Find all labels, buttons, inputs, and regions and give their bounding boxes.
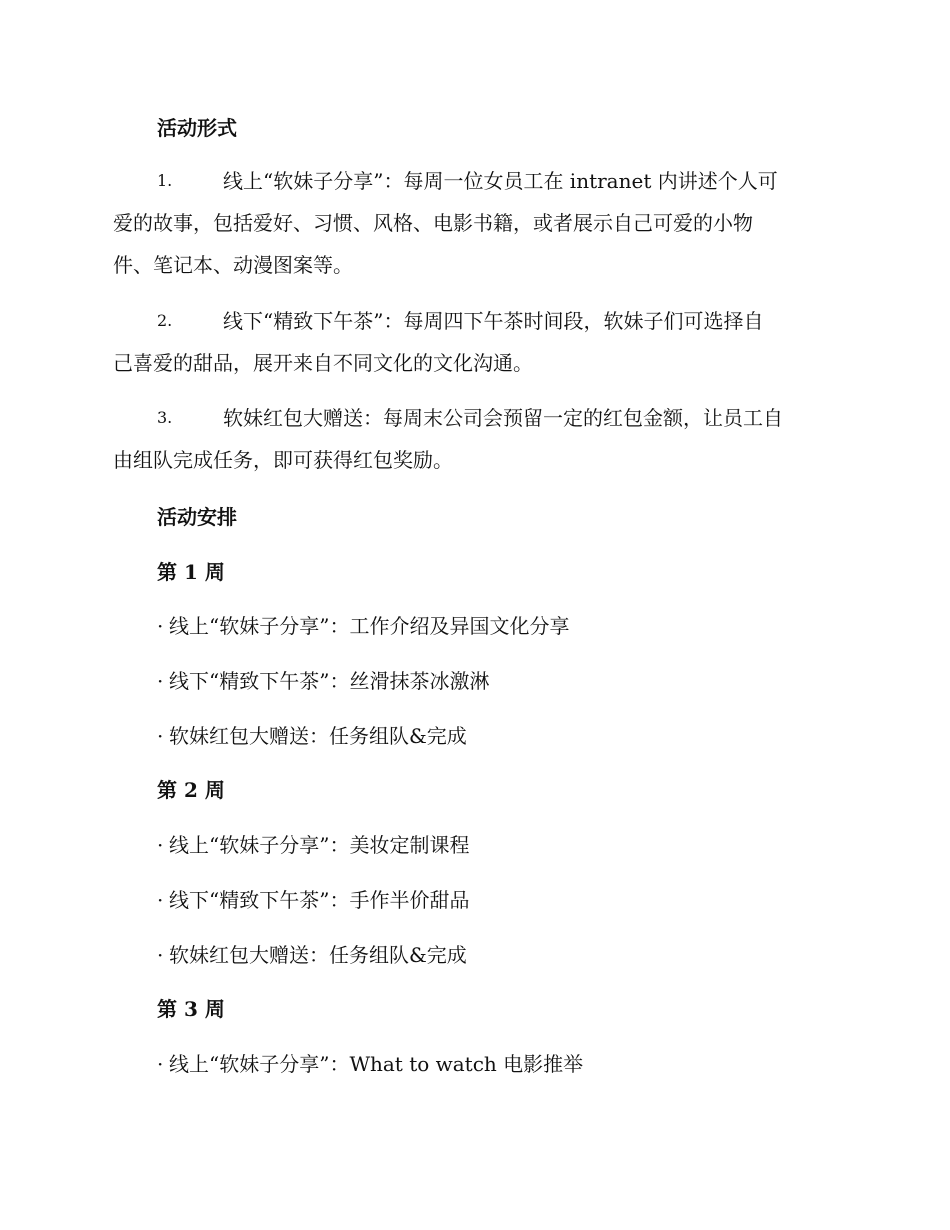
list-item-line: 软妹红包大赠送：每周末公司会预留一定的红包金额，让员工自 xyxy=(223,406,783,430)
bullet-item xyxy=(157,941,467,969)
list-item-1 xyxy=(113,160,835,286)
bullet-text: 线上“软妹子分享”：美妆定制课程 xyxy=(169,833,470,857)
list-number: 2. xyxy=(157,311,173,330)
bullet-item xyxy=(157,886,469,914)
bullet-dot: · xyxy=(157,669,164,693)
bullet-text: 线上“软妹子分享”：工作介绍及异国文化分享 xyxy=(169,614,570,638)
bullet-dot: · xyxy=(157,724,164,748)
section-title-form: 活动形式 xyxy=(157,116,237,140)
bullet-item xyxy=(157,722,467,750)
list-item-line: 线下“精致下午茶”：每周四下午茶时间段，软妹子们可选择自 xyxy=(223,309,764,333)
week-title: 第 1 周 xyxy=(157,560,225,584)
bullet-item xyxy=(157,667,489,695)
list-item-line: 件、笔记本、动漫图案等。 xyxy=(113,253,353,277)
section-title-schedule: 活动安排 xyxy=(157,505,237,529)
list-number: 3. xyxy=(157,408,173,427)
list-item-3 xyxy=(113,397,835,481)
bullet-text: 软妹红包大赠送：任务组队&完成 xyxy=(169,724,467,748)
list-item-line: 己喜爱的甜品，展开来自不同文化的文化沟通。 xyxy=(113,351,533,375)
bullet-text: 线下“精致下午茶”：手作半价甜品 xyxy=(169,888,470,912)
bullet-item xyxy=(157,1050,583,1078)
bullet-item xyxy=(157,612,569,640)
bullet-dot: · xyxy=(157,943,164,967)
bullet-text: 软妹红包大赠送：任务组队&完成 xyxy=(169,943,467,967)
bullet-dot: · xyxy=(157,614,164,638)
week-title: 第 2 周 xyxy=(157,778,225,802)
bullet-dot: · xyxy=(157,888,164,912)
bullet-dot: · xyxy=(157,833,164,857)
list-item-line: 由组队完成任务，即可获得红包奖励。 xyxy=(113,448,453,472)
list-item-line: 线上“软妹子分享”：每周一位女员工在 intranet 内讲述个人可 xyxy=(223,169,778,193)
bullet-item xyxy=(157,831,469,859)
bullet-dot: · xyxy=(157,1052,164,1076)
list-item-line: 爱的故事，包括爱好、习惯、风格、电影书籍，或者展示自己可爱的小物 xyxy=(113,211,753,235)
list-item-2 xyxy=(113,300,835,384)
week-title: 第 3 周 xyxy=(157,997,225,1021)
bullet-text: 线下“精致下午茶”：丝滑抹茶冰激淋 xyxy=(169,669,490,693)
bullet-text: 线上“软妹子分享”：What to watch 电影推举 xyxy=(169,1052,584,1076)
list-number: 1. xyxy=(157,171,173,190)
